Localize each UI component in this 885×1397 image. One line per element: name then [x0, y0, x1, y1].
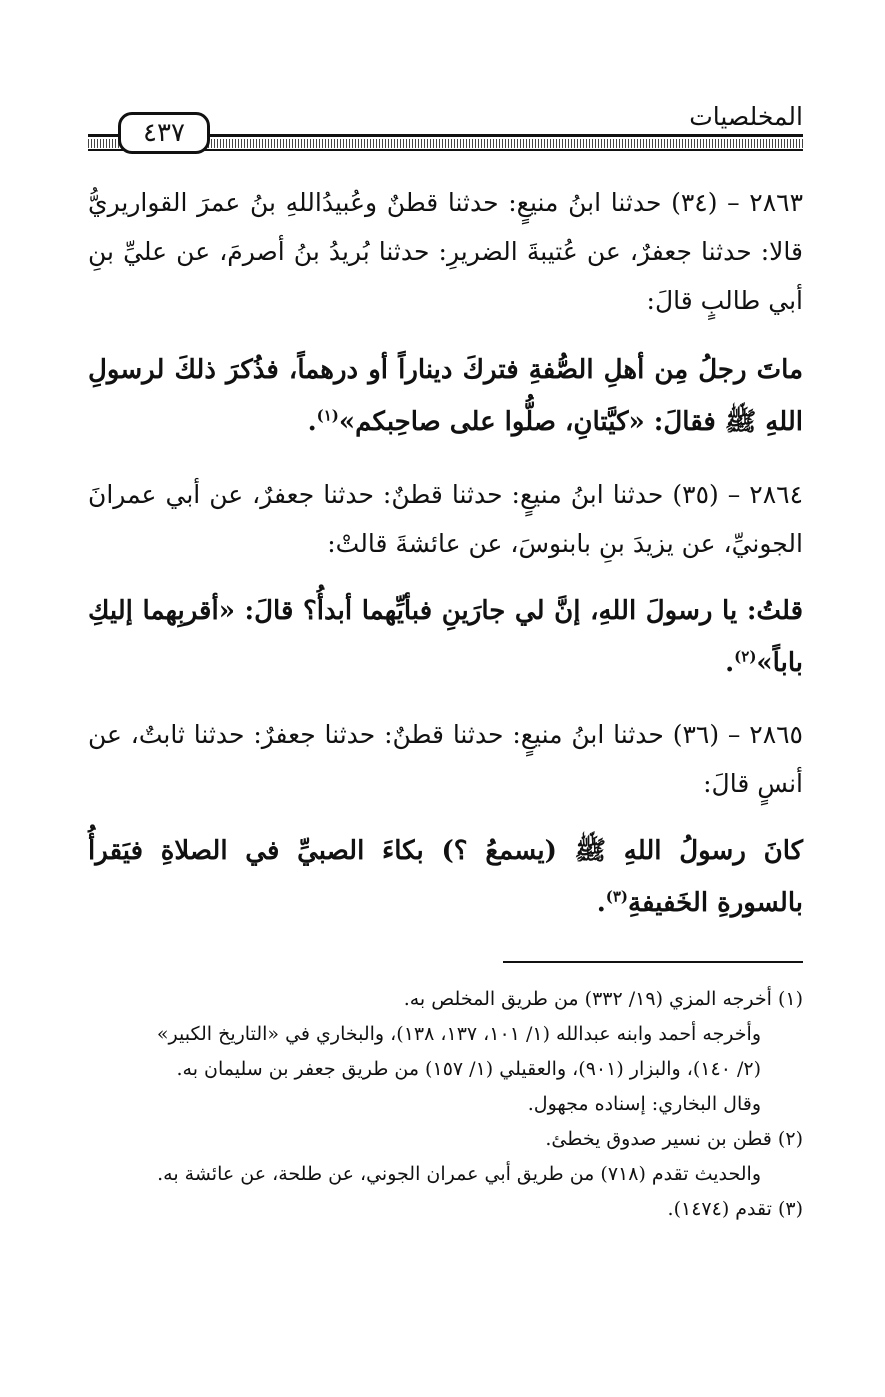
- footnote-line: (٢/ ١٤٠)، والبزار (٩٠١)، والعقيلي (١/ ١٥٧) من طريق جعفر بن سليمان به.: [176, 1058, 761, 1080]
- footnote-line: (٣) تقدم (١٤٧٤).: [667, 1198, 803, 1220]
- footnote-line: والحديث تقدم (٧١٨) من طريق أبي عمران الجوني، عن طلحة، عن عائشة به.: [157, 1163, 761, 1185]
- footnote-line: (١) أخرجه المزي (١٩/ ٣٣٢) من طريق المخلص به.: [403, 988, 803, 1010]
- hadith-end: .: [725, 648, 735, 678]
- entry-2864-chain: ٢٨٦٤ – (٣٥) حدثنا ابنُ منيعٍ: حدثنا قطنٌ: حدثنا جعفرٌ، عن أبي عمرانَ الجونيِّ، عن يزيدَ بنِ بابنوسَ، عن عائشةَ قالتْ:: [88, 480, 804, 558]
- footnotes: [88, 982, 803, 1227]
- footnote-line: (٢) قطن بن نسير صدوق يخطئ.: [545, 1128, 803, 1150]
- entry-2863-chain: ٢٨٦٣ – (٣٤) حدثنا ابنُ منيعٍ: حدثنا قطنٌ وعُبيدُاللهِ بنُ عمرَ القواريريُّ قالا: حدثنا جعفرٌ، عن عُتيبةَ الضريرِ: حدثنا بُريدُ بنُ أصرمَ، عن عليِّ بنِ أبي طالبٍ قالَ:: [88, 188, 803, 315]
- footnote-line: وقال البخاري: إسناده مجهول.: [527, 1093, 761, 1115]
- page-header: [88, 100, 803, 160]
- entry-2863-hadith: [88, 344, 803, 448]
- footnote-line: وأخرجه أحمد وابنه عبدالله (١/ ١٠١، ١٣٧، ١٣٨)، والبخاري في «التاريخ الكبير»: [156, 1023, 761, 1045]
- hadith-end: .: [307, 407, 317, 437]
- running-title: المخلصيات: [689, 102, 803, 131]
- footnote-ref: (٣): [605, 887, 629, 906]
- page-number: ٤٣٧: [118, 112, 210, 154]
- hadith-text: ماتَ رجلُ مِن أهلِ الصُّفةِ فتركَ ديناراً أو درهماً، فذُكرَ ذلكَ لرسولِ اللهِ ﷺ فقالَ: «كيَّتانِ، صلُّوا على صاحِبكم»: [88, 355, 803, 437]
- footnote-ref: (١): [316, 406, 339, 425]
- footnote-ref: (٢): [734, 647, 757, 666]
- entry-2865-chain: ٢٨٦٥ – (٣٦) حدثنا ابنُ منيعٍ: حدثنا قطنٌ: حدثنا جعفرٌ: حدثنا ثابتٌ، عن أنسٍ قالَ:: [88, 720, 803, 798]
- footnote-separator: [503, 961, 803, 963]
- entry-2865-hadith: [88, 825, 803, 929]
- entry-2864-hadith: [88, 585, 803, 689]
- hadith-text: كانَ رسولُ اللهِ ﷺ (يسمعُ ؟) بكاءَ الصبيِّ في الصلاةِ فيَقرأُ بالسورةِ الخَفيفةِ: [88, 836, 803, 918]
- hadith-text: قلتُ: يا رسولَ اللهِ، إنَّ لي جارَينِ فبأيِّهما أبدأُ؟ قالَ: «أقربِهما إليكِ باباً»: [88, 596, 803, 678]
- hadith-end: .: [596, 888, 606, 918]
